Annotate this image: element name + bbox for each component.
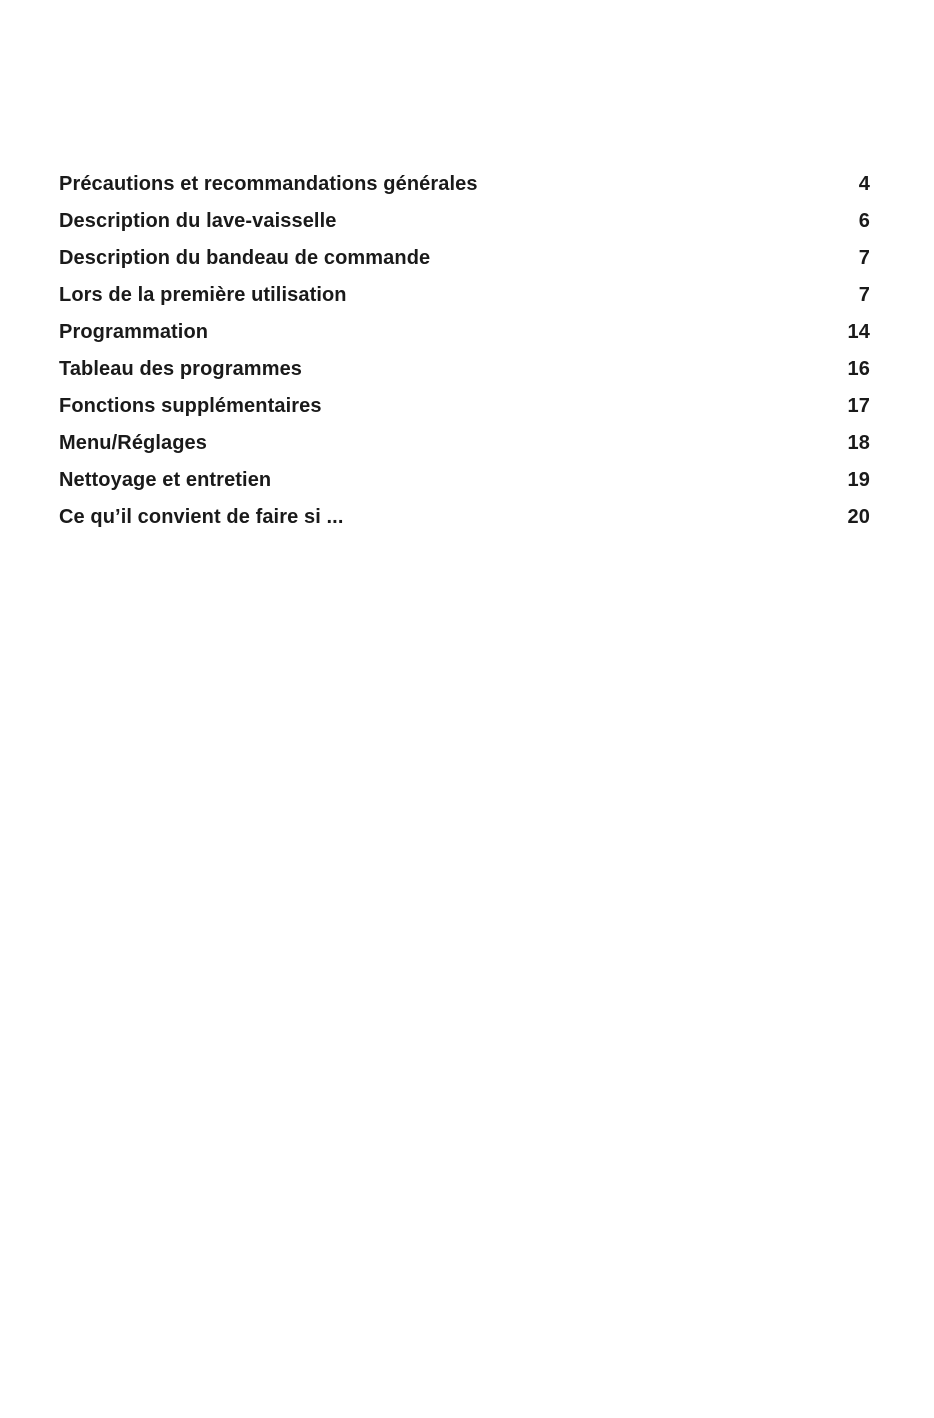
toc-entry-title: Précautions et recommandations générales (59, 173, 478, 195)
toc-entry (59, 462, 870, 499)
toc-entry (59, 203, 870, 240)
toc-entry (59, 499, 870, 536)
toc-entry (59, 277, 870, 314)
toc-entry (59, 425, 870, 462)
toc-entry-title: Lors de la première utilisation (59, 284, 347, 306)
toc-entry-title: Nettoyage et entretien (59, 469, 272, 491)
toc-entry-title: Tableau des programmes (59, 358, 303, 380)
toc-entry-page: 17 (847, 395, 870, 417)
toc-entry (59, 388, 870, 425)
toc-entry-page: 7 (858, 247, 870, 269)
toc-entry-page: 14 (847, 321, 870, 343)
toc-entry-page: 7 (858, 284, 870, 306)
toc-entry-page: 19 (847, 469, 870, 491)
toc-entry-page: 18 (847, 432, 870, 454)
toc-entry-page: 20 (847, 506, 870, 528)
toc-entry-title: Ce qu’il convient de faire si ... (59, 506, 344, 528)
toc-entry-title: Menu/Réglages (59, 432, 207, 454)
toc-entry-page: 6 (858, 210, 870, 232)
toc-entry-title: Description du bandeau de commande (59, 247, 431, 269)
toc-entry-page: 16 (847, 358, 870, 380)
toc-entry (59, 240, 870, 277)
toc-entry (59, 351, 870, 388)
toc-entry (59, 314, 870, 351)
toc-entry-page: 4 (858, 173, 870, 195)
toc-entry (59, 166, 870, 203)
toc-entry-title: Fonctions supplémentaires (59, 395, 322, 417)
toc-entry-title: Description du lave-vaisselle (59, 210, 337, 232)
toc-entry-title: Programmation (59, 321, 209, 343)
table-of-contents (59, 166, 870, 536)
